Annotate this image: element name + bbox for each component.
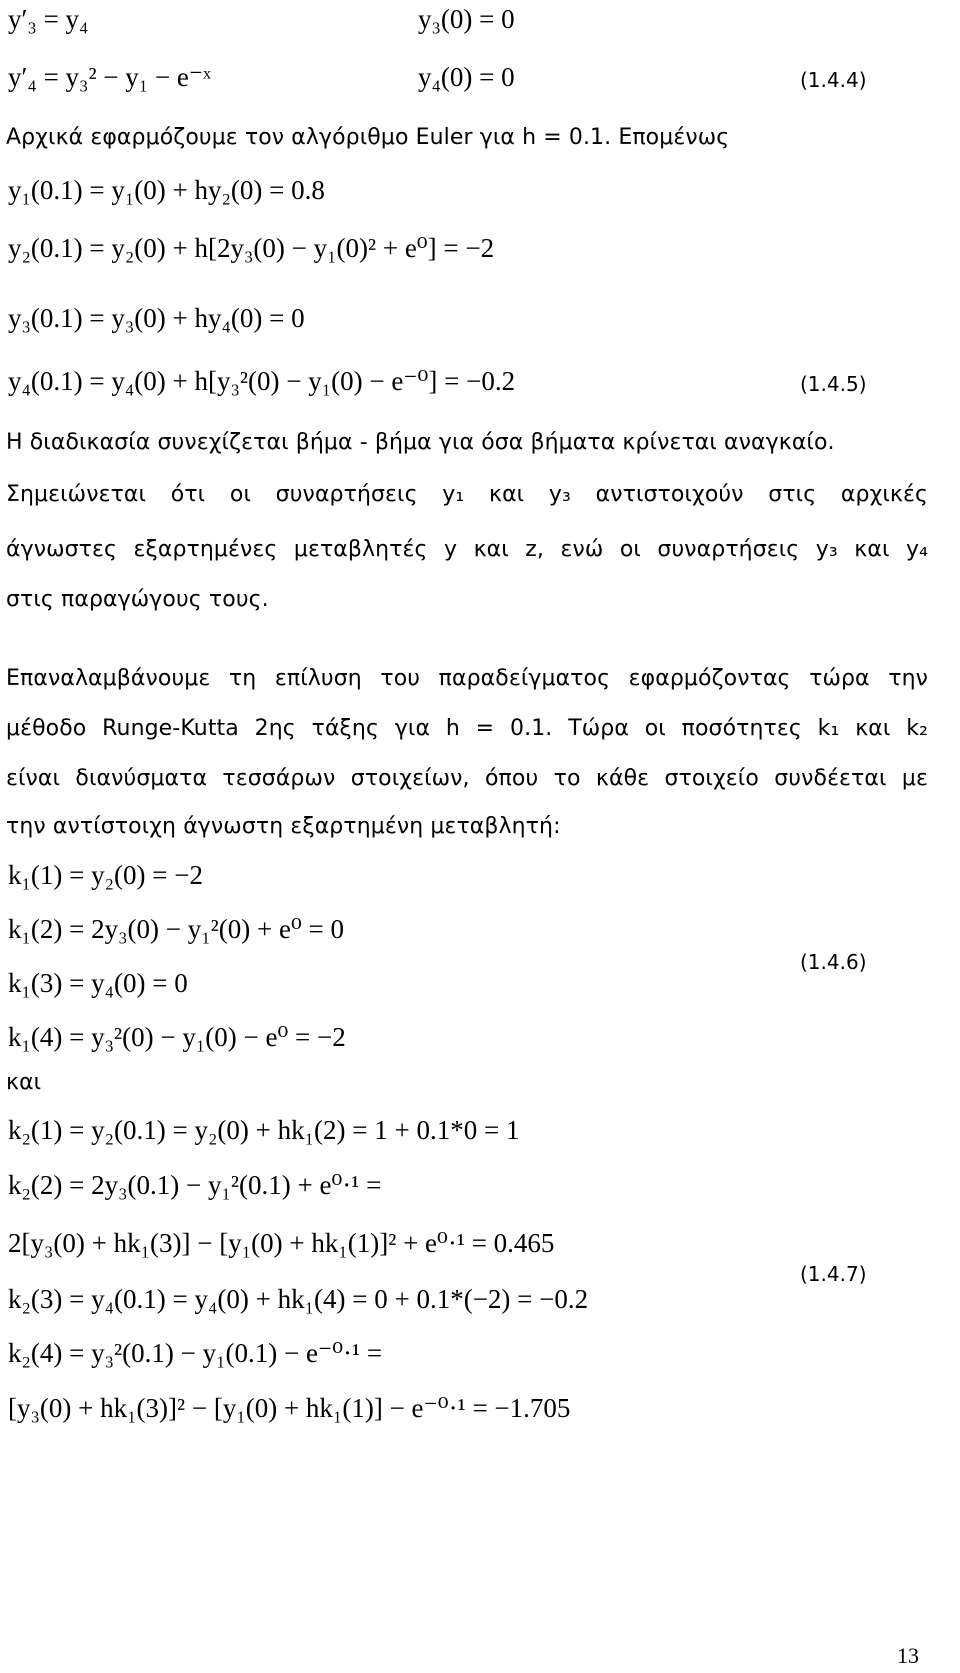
k2-component-2: k₂(2) = 2y₃(0.1) − y₁²(0.1) + e⁰·¹ = bbox=[8, 1170, 382, 1200]
paragraph-euler-intro: Αρχικά εφαρμόζουμε τον αλγόριθμο Euler για h = 0.1. Επομένως bbox=[6, 125, 730, 150]
page-number: 13 bbox=[897, 1643, 919, 1668]
k2-component-4: k₂(4) = y₃²(0.1) − y₁(0.1) − e⁻⁰·¹ = bbox=[8, 1338, 383, 1368]
paragraph-rk-line-1: Επαναλαμβάνουμε τη επίλυση του παραδείγματος εφαρμόζοντας τώρα την bbox=[6, 666, 928, 691]
euler-step-y3: y₃(0.1) = y₃(0) + hy₄(0) = 0 bbox=[8, 303, 305, 333]
paragraph-rk-line-4: την αντίστοιχη άγνωστη εξαρτημένη μεταβλητή: bbox=[6, 814, 561, 839]
paragraph-process: Η διαδικασία συνεχίζεται βήμα - βήμα για όσα βήματα κρίνεται αναγκαίο. bbox=[6, 430, 835, 455]
initial-condition-y4: y₄(0) = 0 bbox=[418, 62, 515, 92]
paragraph-note-line-3: στις παραγώγους τους. bbox=[6, 587, 269, 612]
euler-step-y4: y₄(0.1) = y₄(0) + h[y₃²(0) − y₁(0) − e⁻⁰] = −0.2 bbox=[8, 366, 516, 396]
equation-tag-1-4-4: (1.4.4) bbox=[800, 68, 867, 92]
k1-component-2: k₁(2) = 2y₃(0) − y₁²(0) + e⁰ = 0 bbox=[8, 914, 344, 944]
word-and: και bbox=[6, 1070, 42, 1095]
k2-component-1: k₂(1) = y₂(0.1) = y₂(0) + hk₁(2) = 1 + 0.1*0 = 1 bbox=[8, 1115, 520, 1145]
equation-tag-1-4-5: (1.4.5) bbox=[800, 372, 867, 396]
k2-component-3: k₂(3) = y₄(0.1) = y₄(0) + hk₁(4) = 0 + 0.1*(−2) = −0.2 bbox=[8, 1284, 589, 1314]
paragraph-note-line-2: άγνωστες εξαρτημένες μεταβλητές y και z, ενώ οι συναρτήσεις y₃ και y₄ bbox=[6, 537, 928, 562]
k1-component-3: k₁(3) = y₄(0) = 0 bbox=[8, 968, 188, 998]
initial-condition-y3: y₃(0) = 0 bbox=[418, 4, 515, 34]
equation-y4-prime: y′₄ = y₃² − y₁ − e⁻ˣ bbox=[8, 62, 211, 92]
euler-step-y1: y₁(0.1) = y₁(0) + hy₂(0) = 0.8 bbox=[8, 175, 325, 205]
k1-component-1: k₁(1) = y₂(0) = −2 bbox=[8, 860, 203, 890]
k1-component-4: k₁(4) = y₃²(0) − y₁(0) − e⁰ = −2 bbox=[8, 1022, 346, 1052]
equation-tag-1-4-7: (1.4.7) bbox=[800, 1262, 867, 1286]
equation-tag-1-4-6: (1.4.6) bbox=[800, 950, 867, 974]
k2-component-4-expanded: [y₃(0) + hk₁(3)]² − [y₁(0) + hk₁(1)] − e⁻⁰·¹ = −1.705 bbox=[8, 1393, 571, 1423]
k2-component-2-expanded: 2[y₃(0) + hk₁(3)] − [y₁(0) + hk₁(1)]² + e⁰·¹ = 0.465 bbox=[8, 1228, 555, 1258]
paragraph-rk-line-2: μέθοδο Runge-Kutta 2ης τάξης για h = 0.1. Τώρα οι ποσότητες k₁ και k₂ bbox=[6, 716, 928, 741]
euler-step-y2: y₂(0.1) = y₂(0) + h[2y₃(0) − y₁(0)² + e⁰] = −2 bbox=[8, 233, 495, 263]
equation-y3-prime: y′₃ = y₄ bbox=[8, 4, 89, 34]
paragraph-rk-line-3: είναι διανύσματα τεσσάρων στοιχείων, όπου το κάθε στοιχείο συνδέεται με bbox=[6, 766, 928, 791]
paragraph-note-line-1: Σημειώνεται ότι οι συναρτήσεις y₁ και y₃ αντιστοιχούν στις αρχικές bbox=[6, 482, 928, 507]
